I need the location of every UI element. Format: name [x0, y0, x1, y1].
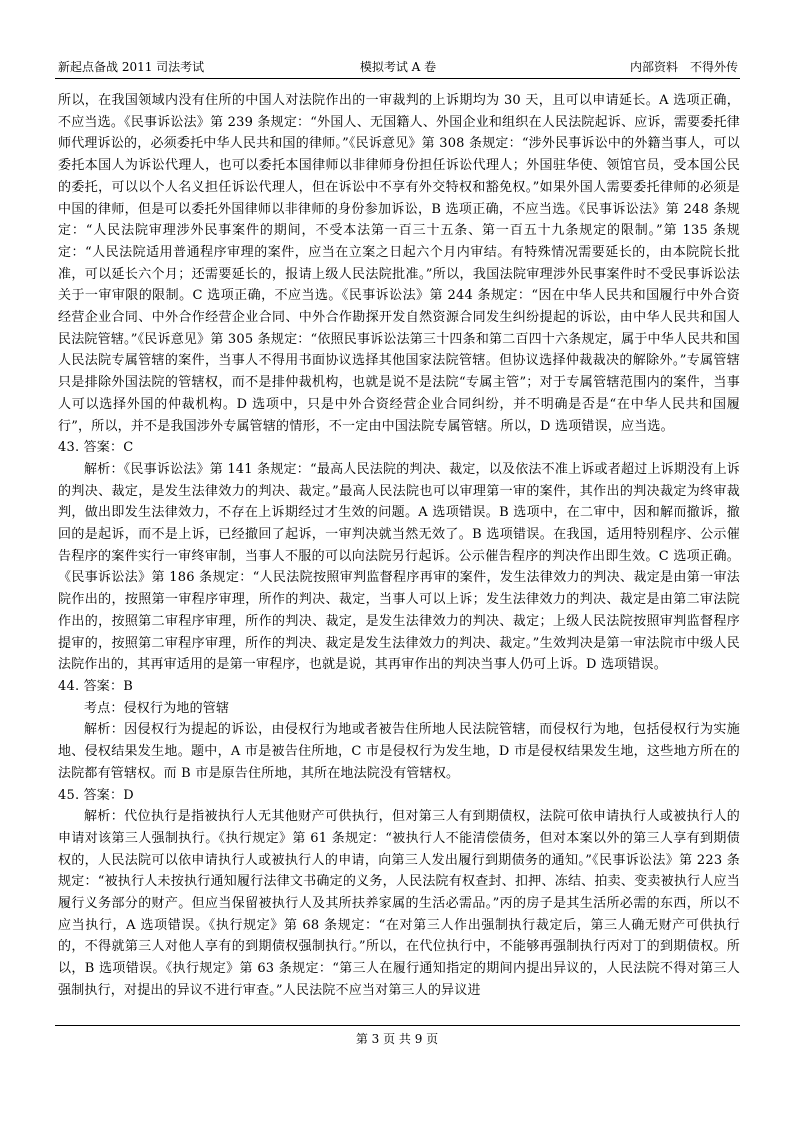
analysis-43: 解析：《民事诉讼法》第 141 条规定：“最高人民法院的判决、裁定，以及依法不准上诉或者超过上诉期没有上诉的判决、裁定，是发生法律效力的判决、裁定。”最高人民法院也可以审理第一审的案件，其作出的判决裁定为终审裁判，做出即发生法律效力，不存在上诉期经过才生效的问题。A 选项错误。B 选项中，在二审中，因和解而撤诉，撤回的是起诉，而不是上诉，已经撤回了起诉，一审判决就当然无效了。B 选项错误。在我国，适用特别程序、公示催告程序的案件实行一审终审制，当事人不服的可以向法院另行起诉。公示催告程序的判决作出即生效。C 选项正确。《民事诉讼法》第 186 条规定：“人民法院按照审判监督程序再审的案件，发生法律效力的判决、裁定是由第一审法院作出的，按照第一审程序审理，所作的判决、裁定，当事人可以上诉；发生法律效力的判决、裁定是由第二审法院作出的，按照第二审程序审理，所作的判决、裁定，是发生法律效力的判决、裁定；上级人民法院按照审判监督程序提审的，按照第二审程序审理，所作的判决、裁定是发生法律效力的判决、裁定。”生效判决是第一审法院市中级人民法院作出的，其再审适用的是第一审程序，也就是说，其再审作出的判决当事人仍可上诉。D 选项错误。 — [58, 461, 740, 673]
paragraph-42-continued: 所以，在我国领域内没有住所的中国人对法院作出的一审裁判的上诉期均为 30 天，且可以申请延长。A 选项正确，不应当选。《民事诉讼法》第 239 条规定：“外国人、无国籍人、外国企业和组织在人民法院起诉、应诉，需要委托律师代理诉讼的，必须委托中华人民共和国的律师。”《民诉意见》第 308 条规定：“涉外民事诉讼中的外籍当事人，可以委托本国人为诉讼代理人，也可以委托本国律师以非律师身份担任诉讼代理人；外国驻华使、领馆官员，受本国公民的委托，可以以个人名义担任诉讼代理人，但在诉讼中不享有外交特权和豁免权。”如果外国人需要委托律师的必须是中国的律师，但是可以委托外国律师以非律师的身份参加诉讼，B 选项正确，不应当选。《民事诉讼法》第 248 条规定：“人民法院审理涉外民事案件的期间，不受本法第一百三十五条、第一百五十九条规定的限制。”第 135 条规定：“人民法院适用普通程序审理的案件，应当在立案之日起六个月内审结。有特殊情况需要延长的，由本院院长批准，可以延长六个月；还需要延长的，报请上级人民法院批准。”所以，我国法院审理涉外民事案件时不受民事诉讼法关于一审审限的限制。C 选项正确，不应当选。《民事诉讼法》第 244 条规定：“因在中华人民共和国履行中外合资经营企业合同、中外合作经营企业合同、中外合作勘探开发自然资源合同发生纠纷提起的诉讼，由中华人民共和国人民法院管辖。”《民诉意见》第 305 条规定：“依照民事诉讼法第三十四条和第二百四十六条规定，属于中华人民共和国人民法院专属管辖的案件，当事人不得用书面协议选择其他国家法院管辖。但协议选择仲裁裁决的解除外。”专属管辖只是排除外国法院的管辖权，而不是排仲裁机构，也就是说不是法院“专属主管”；对于专属管辖范围内的案件，当事人可以选择外国的仲裁机构。D 选项中，只是中外合资经营企业合同纠纷，并不明确是否是“在中华人民共和国履行”，所以，并不是我国涉外专属管辖的情形，不一定由中国法院专属管辖。所以，D 选项错误，应当选。 — [58, 93, 740, 434]
header-right: 内部资料 不得外传 — [629, 60, 738, 74]
analysis-44: 解析：因侵权行为提起的诉讼，由侵权行为地或者被告住所地人民法院管辖，而侵权行为地，包括侵权行为实施地、侵权结果发生地。题中，A 市是被告住所地，C 市是侵权行为发生地，D 市是侵权结果发生地，这些地方所在的法院都有管辖权。而 B 市是原告住所地，其所在地法院没有管辖权。 — [58, 722, 740, 781]
answer-43: 43. 答案：C — [58, 440, 134, 456]
footer-divider — [55, 1025, 740, 1026]
answer-45: 45. 答案：D — [58, 787, 134, 803]
document-body — [58, 90, 740, 1002]
analysis-45: 解析：代位执行是指被执行人无其他财产可供执行，但对第三人有到期债权，法院可依申请执行人或被执行人的申请对该第三人强制执行。《执行规定》第 61 条规定：“被执行人不能清偿债务，但对本案以外的第三人享有到期债权的，人民法院可以依申请执行人或被执行人的申请，向第三人发出履行到期债务的通知。”《民事诉讼法》第 223 条规定：“被执行人未按执行通知履行法律文书确定的义务，人民法院有权查封、扣押、冻结、拍卖、变卖被执行人应当履行义务部分的财产。但应当保留被执行人及其所扶养家属的生活必需品。”丙的房子是其生活所必需的东西，所以不应当执行，A 选项错误。《执行规定》第 68 条规定：“在对第三人作出强制执行裁定后，第三人确无财产可供执行的，不得就第三人对他人享有的到期债权强制执行。”所以，在代位执行中，不能够再强制执行丙对丁的到期债权。所以，B 选项错误。《执行规定》第 63 条规定：“第三人在履行通知指定的期间内提出异议的，人民法院不得对第三人强制执行，对提出的异议不进行审查。”人民法院不应当对第三人的异议进 — [58, 809, 740, 998]
page-header — [58, 58, 738, 76]
header-divider — [55, 78, 740, 79]
header-left: 新起点备战 2011 司法考试 — [58, 60, 205, 74]
page-number: 第 3 页 共 9 页 — [355, 1032, 439, 1046]
header-center: 模拟考试 A 卷 — [359, 60, 437, 74]
topic-44: 考点：侵权行为地的管辖 — [84, 700, 230, 716]
answer-44: 44. 答案：B — [58, 678, 133, 694]
